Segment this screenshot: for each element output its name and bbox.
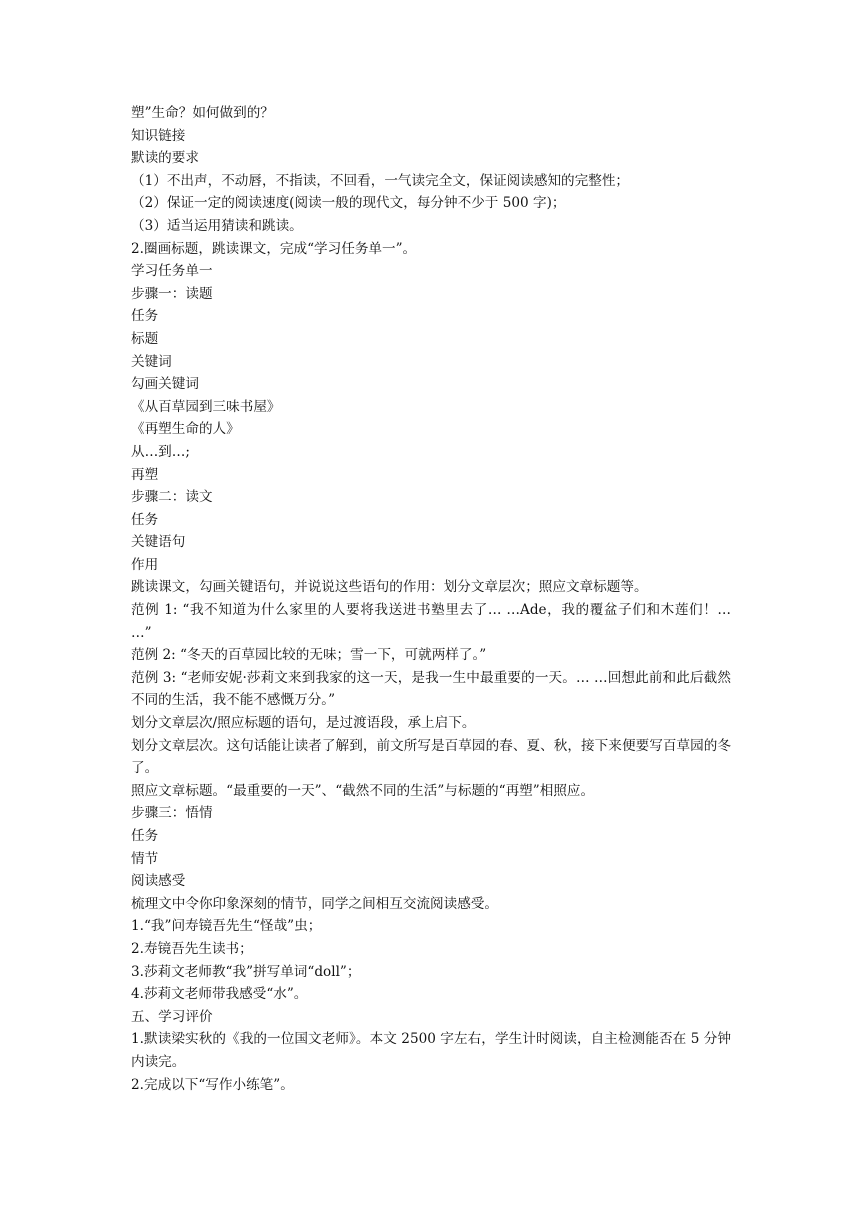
table-cell: 任务 (131, 828, 159, 844)
text-line: 跳读课文，勾画关键语句，并说说这些语句的作用：划分文章层次；照应文章标题等。 (131, 579, 648, 596)
text-line: 2.完成以下“写作小练笔”。 (131, 1076, 294, 1093)
section-heading: 五、学习评价 (131, 1008, 213, 1025)
text-line: （1）不出声，不动唇，不指读，不回看，一气读完全文，保证阅读感知的完整性； (131, 172, 630, 189)
example-paragraph: 范例 1: “我不知道为什么家里的人要将我送进书塾里去了… …Ade，我的覆盆子们和木莲们！… …” (131, 602, 731, 641)
text-line: 划分文章层次/照应标题的语句，是过渡语段，承上启下。 (131, 715, 476, 732)
table-cell: 关键词 (131, 353, 172, 370)
table-title: 学习任务单一 (131, 263, 213, 280)
text-line: 照应文章标题。“最重要的一天”、“截然不同的生活”与标题的“再塑”相照应。 (131, 782, 595, 799)
text-line: （2）保证一定的阅读速度(阅读一般的现代文，每分钟不少于 500 字)； (131, 195, 566, 212)
text-paragraph: 划分文章层次。这句话能让读者了解到，前文所写是百草园的春、夏、秋，接下来便要写百草园的冬了。 (131, 737, 731, 777)
list-item: 3.莎莉文老师教“我”拼写单词“doll”； (131, 963, 361, 980)
table-cell: 任务 (131, 308, 159, 325)
text-line: 梳理文中令你印象深刻的情节，同学之间相互交流阅读感受。 (131, 895, 499, 912)
section-heading: 知识链接 (131, 127, 186, 144)
text-line: （3）适当运用猜读和跳读。 (131, 217, 303, 234)
list-item: 1.“我”问寿镜吾先生“怪哉”虫； (131, 918, 322, 935)
step-heading: 步骤三：悟情 (131, 805, 213, 822)
step-heading: 步骤一：读题 (131, 285, 213, 302)
table-cell: 勾画关键词 (131, 376, 199, 393)
table-cell: 从…到…; (131, 443, 190, 460)
document-body (131, 102, 731, 1096)
table-cell: 《从百草园到三味书屋》 (131, 398, 281, 415)
text-line: 塑”生命？如何做到的？ (131, 105, 274, 121)
table-cell: 再塑 (131, 466, 159, 483)
table-cell: 《再塑生命的人》 (131, 421, 240, 438)
subsection-heading: 默读的要求 (131, 150, 199, 167)
text-line: 2.圈画标题，跳读课文，完成“学习任务单一”。 (131, 240, 417, 257)
example-paragraph: 范例 3: “老师安妮·莎莉文来到我家的这一天，是我一生中最重要的一天。… …回想此前和此后截然不同的生活，我不能不感慨万分。” (131, 669, 731, 709)
text-paragraph: 1.默读梁实秋的《我的一位国文老师》。本文 2500 字左右，学生计时阅读，自主检测能否在 5 分钟内读完。 (131, 1031, 731, 1070)
table-cell: 阅读感受 (131, 873, 186, 890)
step-heading: 步骤二：读文 (131, 489, 213, 506)
list-item: 2.寿镜吾先生读书； (131, 940, 253, 957)
table-cell: 标题 (131, 330, 159, 347)
table-cell: 任务 (131, 511, 159, 528)
list-item: 4.莎莉文老师带我感受“水”。 (131, 986, 308, 1003)
example-paragraph: 范例 2: “冬天的百草园比较的无味；雪一下，可就两样了。” (131, 647, 487, 664)
table-cell: 关键语句 (131, 534, 186, 551)
table-cell: 作用 (131, 556, 159, 573)
table-cell: 情节 (131, 850, 159, 867)
